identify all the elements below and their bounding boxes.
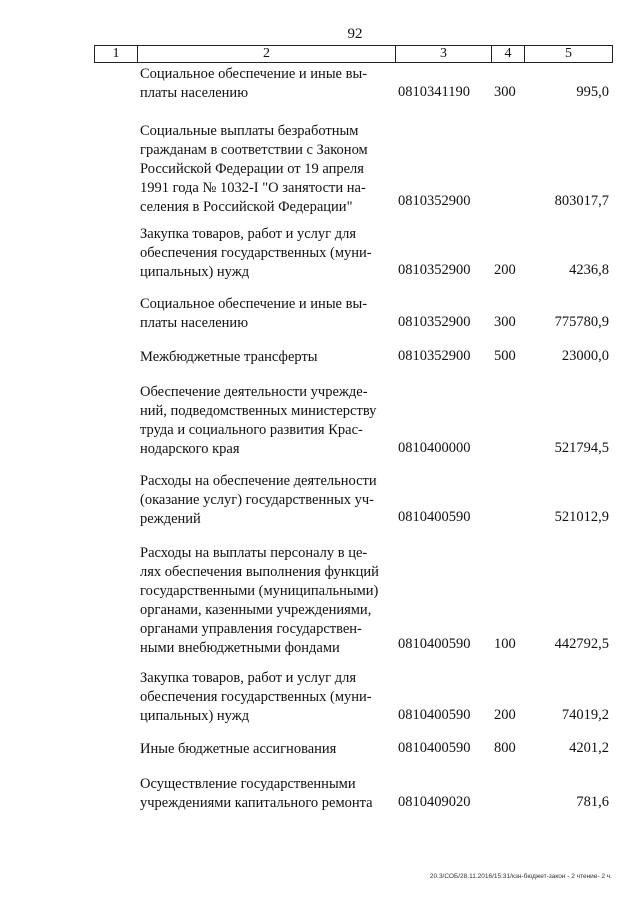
page-number: 92 [347, 26, 363, 42]
row-name-line: Осуществление государственными [140, 776, 356, 792]
row-amount: 4236,8 [569, 262, 609, 278]
header-cell-5: 5 [565, 46, 572, 61]
row-code: 0810400590 [398, 740, 471, 756]
row-name [140, 775, 392, 813]
row-name-line: реждений [140, 511, 201, 527]
row-name-line: ными внебюджетными фондами [140, 640, 340, 656]
header-cell-2: 2 [138, 46, 396, 62]
row-name [140, 65, 392, 103]
row-name-line: ципальных) нужд [140, 708, 250, 724]
row-amount: 4201,2 [569, 740, 609, 756]
row-name-line: Расходы на выплаты персоналу в це- [140, 545, 368, 561]
row-name-line: гражданам в соответствии с Законом [140, 142, 368, 158]
row-name-line: Закупка товаров, работ и услуг для [140, 226, 357, 242]
row-name-line: ний, подведомственных министерству [140, 403, 377, 419]
row-code: 0810352900 [398, 348, 471, 364]
row-name [140, 295, 392, 333]
row-name [140, 122, 392, 217]
row-code: 0810341190 [398, 84, 470, 100]
row-code: 0810352900 [398, 262, 471, 278]
row-name-line: Межбюджетные трансферты [140, 349, 318, 365]
row-name-line: государственными (муниципальными) [140, 583, 379, 599]
row-code: 0810400590 [398, 707, 471, 723]
row-name-line: Расходы на обеспечение деятельности [140, 473, 377, 489]
row-name-line: органами управления государствен- [140, 621, 362, 637]
row-name-line: 1991 года № 1032-I "О занятости на- [140, 180, 366, 196]
row-type: 300 [494, 314, 516, 330]
row-amount: 775780,9 [554, 314, 609, 330]
row-name [140, 348, 392, 367]
row-name-line: Обеспечение деятельности учрежде- [140, 384, 368, 400]
footer-document-code: 20.3/СОБ/28.11.2016/15:31/кзн-бюджет-закон - 2 чтение- 2 ч. [429, 873, 612, 880]
row-name-line: учреждениями капитального ремонта [140, 795, 373, 811]
header-cell-1: 1 [95, 46, 138, 62]
row-name [140, 225, 392, 282]
row-code: 0810400000 [398, 440, 471, 456]
row-name [140, 472, 392, 529]
row-name [140, 740, 392, 759]
row-code: 0810400590 [398, 509, 471, 525]
row-type: 800 [494, 740, 516, 756]
row-amount: 521012,9 [554, 509, 609, 525]
row-name-line: платы населению [140, 315, 249, 331]
row-amount: 23000,0 [561, 348, 609, 364]
row-amount: 995,0 [576, 84, 609, 100]
row-code: 0810352900 [398, 193, 471, 209]
row-name-line: труда и социального развития Крас- [140, 422, 363, 438]
row-type: 500 [494, 348, 516, 364]
row-name-line: нодарского края [140, 441, 240, 457]
row-name-line: обеспечения государственных (муни- [140, 245, 372, 261]
row-name-line: Социальное обеспечение и иные вы- [140, 296, 368, 312]
row-name-line: Российской Федерации от 19 апреля [140, 161, 364, 177]
row-name [140, 544, 392, 658]
row-name-line: Социальное обеспечение и иные вы- [140, 66, 368, 82]
row-amount: 781,6 [576, 794, 609, 810]
row-type: 200 [494, 262, 516, 278]
row-name-line: (оказание услуг) государственных уч- [140, 492, 374, 508]
row-type: 300 [494, 84, 516, 100]
table-header [94, 45, 613, 63]
row-amount: 74019,2 [561, 707, 609, 723]
header-cell-4: 4 [492, 46, 525, 62]
row-name-line: ципальных) нужд [140, 264, 250, 280]
row-name-line: лях обеспечения выполнения функций [140, 564, 379, 580]
header-cell-3: 3 [396, 46, 492, 62]
row-amount: 521794,5 [554, 440, 609, 456]
row-name-line: селения в Российской Федерации" [140, 199, 353, 215]
row-name [140, 669, 392, 726]
row-type: 200 [494, 707, 516, 723]
row-amount: 442792,5 [554, 636, 609, 652]
row-name [140, 383, 392, 459]
row-name-line: органами, казенными учреждениями, [140, 602, 372, 618]
row-code: 0810409020 [398, 794, 471, 810]
row-name-line: платы населению [140, 85, 249, 101]
row-code: 0810400590 [398, 636, 471, 652]
row-name-line: обеспечения государственных (муни- [140, 689, 372, 705]
row-code: 0810352900 [398, 314, 471, 330]
row-name-line: Социальные выплаты безработным [140, 123, 359, 139]
row-name-line: Закупка товаров, работ и услуг для [140, 670, 357, 686]
row-amount: 803017,7 [554, 193, 609, 209]
row-name-line: Иные бюджетные ассигнования [140, 741, 337, 757]
row-type: 100 [494, 636, 516, 652]
